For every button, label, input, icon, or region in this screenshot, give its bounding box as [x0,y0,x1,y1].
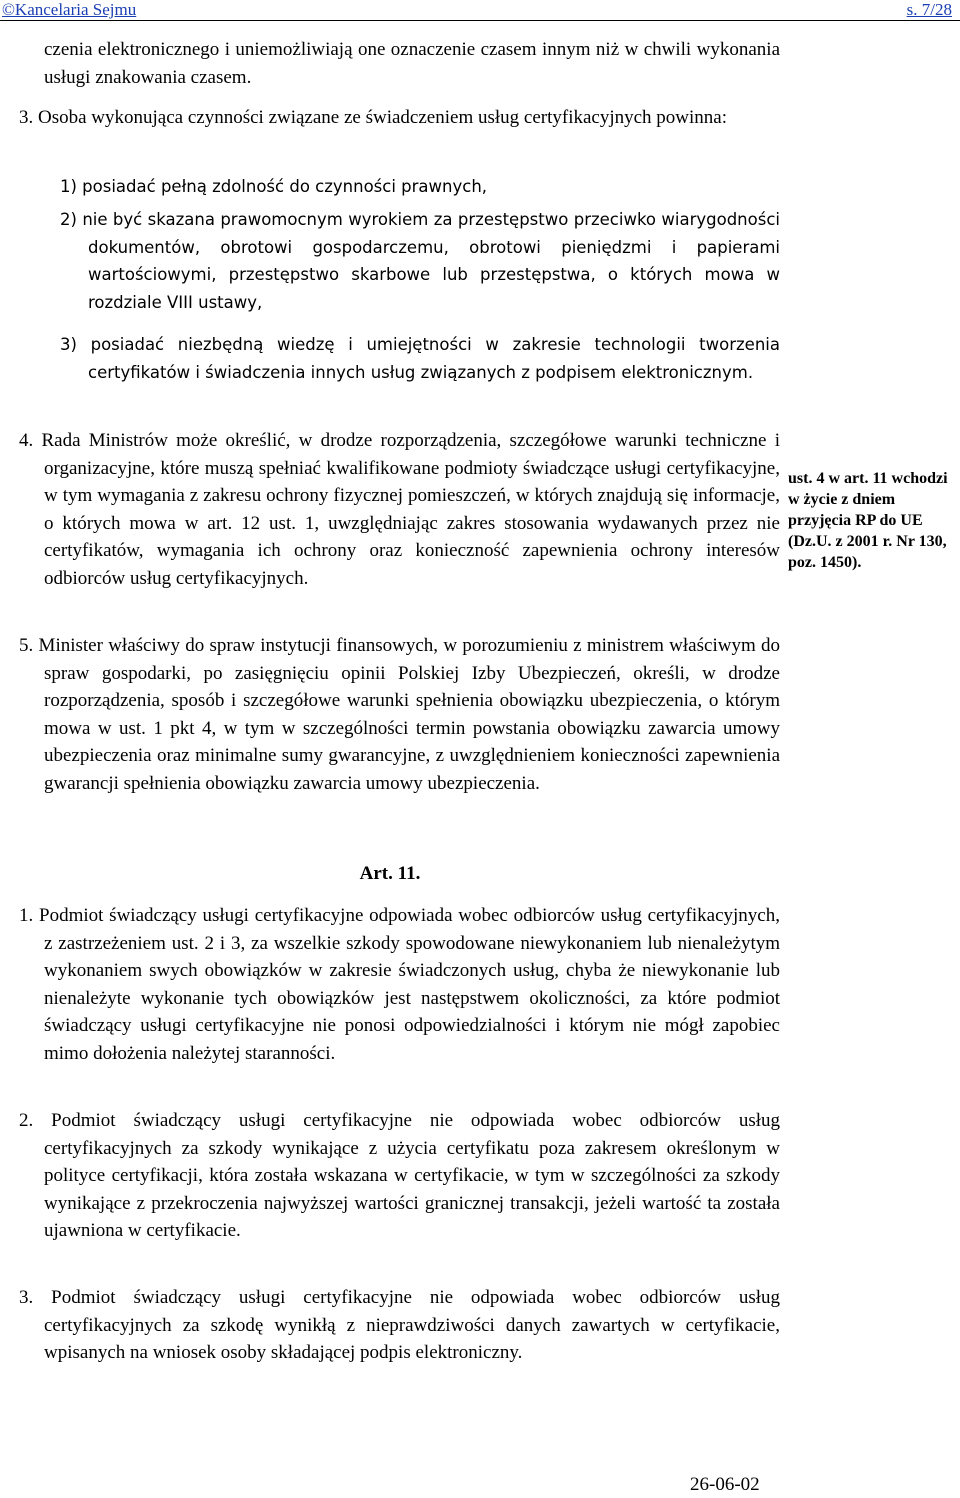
article-paragraph-1 [19,902,780,1067]
item-5-text: Minister właściwy do spraw instytucji finansowych, w porozumieniu z ministrem właściwym do spraw gospodarki, po zasięgnięciu opinii Polskiej Izby Ubezpieczeń, określi, w drodze rozporządzenia, sposób i szczegółowe warunki spełnienia obowiązku ubezpieczenia, o którym mowa w ust. 1 pkt 4, w tym w szczególności termin powstania obowiązku zawarcia umowy ubezpieczenia oraz minimalne sumy gwarancyjne, z uwzględnieniem konieczności zapewnienia gwarancji spełnienia obowiązku zawarcia umowy ubezpieczenia. [38,635,781,794]
item-5-number: 5. [19,635,34,656]
article-paragraph-1-text: Podmiot świadczący usługi certyfikacyjne odpowiada wobec odbiorców usług certyfikacyjnych, z zastrzeżeniem ust. 2 i 3, za wszelkie szkody spowodowane niewykonaniem lub nienależytym wykonaniem swych obowiązków w zakresie świadczonych usług, chyba że niewykonanie lub nienależyte wykonanie tych obowiązków jest następstwem okoliczności, za które podmiot świadczący usługi certyfikacyjne nie ponosi odpowiedzialności i którym nie mógł zapobiec mimo dołożenia należytej staranności. [39,905,780,1064]
page-number-link[interactable]: s. 7/28 [906,0,952,19]
footer-date: 26-06-02 [690,1474,760,1495]
item-4 [19,427,780,592]
page-header [0,0,960,24]
margin-note: ust. 4 w art. 11 wchodzi w życie z dniem przyjęcia RP do UE (Dz.U. z 2001 r. Nr 130, poz. 1450). [788,470,948,571]
publisher-link[interactable]: ©Kancelaria Sejmu [2,0,137,19]
article-paragraph-1-number: 1. [19,905,34,926]
article-paragraph-2-number: 2. [19,1110,34,1131]
item-5 [19,632,781,797]
item-3-sub-3: 3) posiadać niezbędną wiedzę i umiejętności w zakresie technologii tworzenia certyfikatów i świadczenia innych usług związanych z podpisem elektronicznym. [60,335,780,382]
item-3-sub-2: 2) nie być skazana prawomocnym wyrokiem za przestępstwo przeciwko wiarygodności dokumentów, obrotowi gospodarczemu, obrotowi pieniędzmi i papierami wartościowymi, przestępstwo skarbowe lub przestępstwa, o których mowa w rozdziale VIII ustawy, [60,210,780,312]
continuation-text: czenia elektronicznego i uniemożliwiają one oznaczenie czasem innym niż w chwili wykonania usługi znakowania czasem. [44,39,780,88]
header-rule [0,20,960,21]
item-3-number: 3. [19,107,34,128]
item-3-text: Osoba wykonująca czynności związane ze świadczeniem usług certyfikacyjnych powinna: [38,107,728,128]
article-paragraph-3-text: Podmiot świadczący usługi certyfikacyjne nie odpowiada wobec odbiorców usług certyfikacyjnych za szkodę wynikłą z nieprawdziwości danych zawartych w certyfikacie, wpisanych na wniosek osoby składającej podpis elektroniczny. [44,1287,781,1363]
item-4-text: Rada Ministrów może określić, w drodze rozporządzenia, szczegółowe warunki techniczne i organizacyjne, które muszą spełniać kwalifikowane podmioty świadczące usługi certyfikacyjne, w tym wymagania z zakresu ochrony fizycznej pomieszczeń, w których znajdują się informacje, o których mowa w art. 12 ust. 1, uwzględniając zakres stosowania wydawanych przez nie certyfikatów, wymagania ich ochrony oraz konieczność zapewnienia ochrony interesów odbiorców usług certyfikacyjnych. [41,430,780,589]
article-paragraph-2 [19,1107,781,1245]
item-3 [19,104,780,132]
article-paragraph-3 [19,1284,781,1367]
article-paragraph-3-number: 3. [19,1287,34,1308]
article-paragraph-2-text: Podmiot świadczący usługi certyfikacyjne nie odpowiada wobec odbiorców usług certyfikacyjnych za szkody wynikające z użycia certyfikatu poza zakresem określonym w polityce certyfikacji, która została wskazana w certyfikacie, w tym w szczególności za szkody wynikające z przekroczenia najwyższej wartości granicznej transakcji, jeżeli wartość ta została ujawniona w certyfikacie. [44,1110,781,1241]
item-4-number: 4. [19,430,34,451]
article-title: Art. 11. [359,863,421,884]
item-3-sub-1: 1) posiadać pełną zdolność do czynności prawnych, [60,177,488,196]
